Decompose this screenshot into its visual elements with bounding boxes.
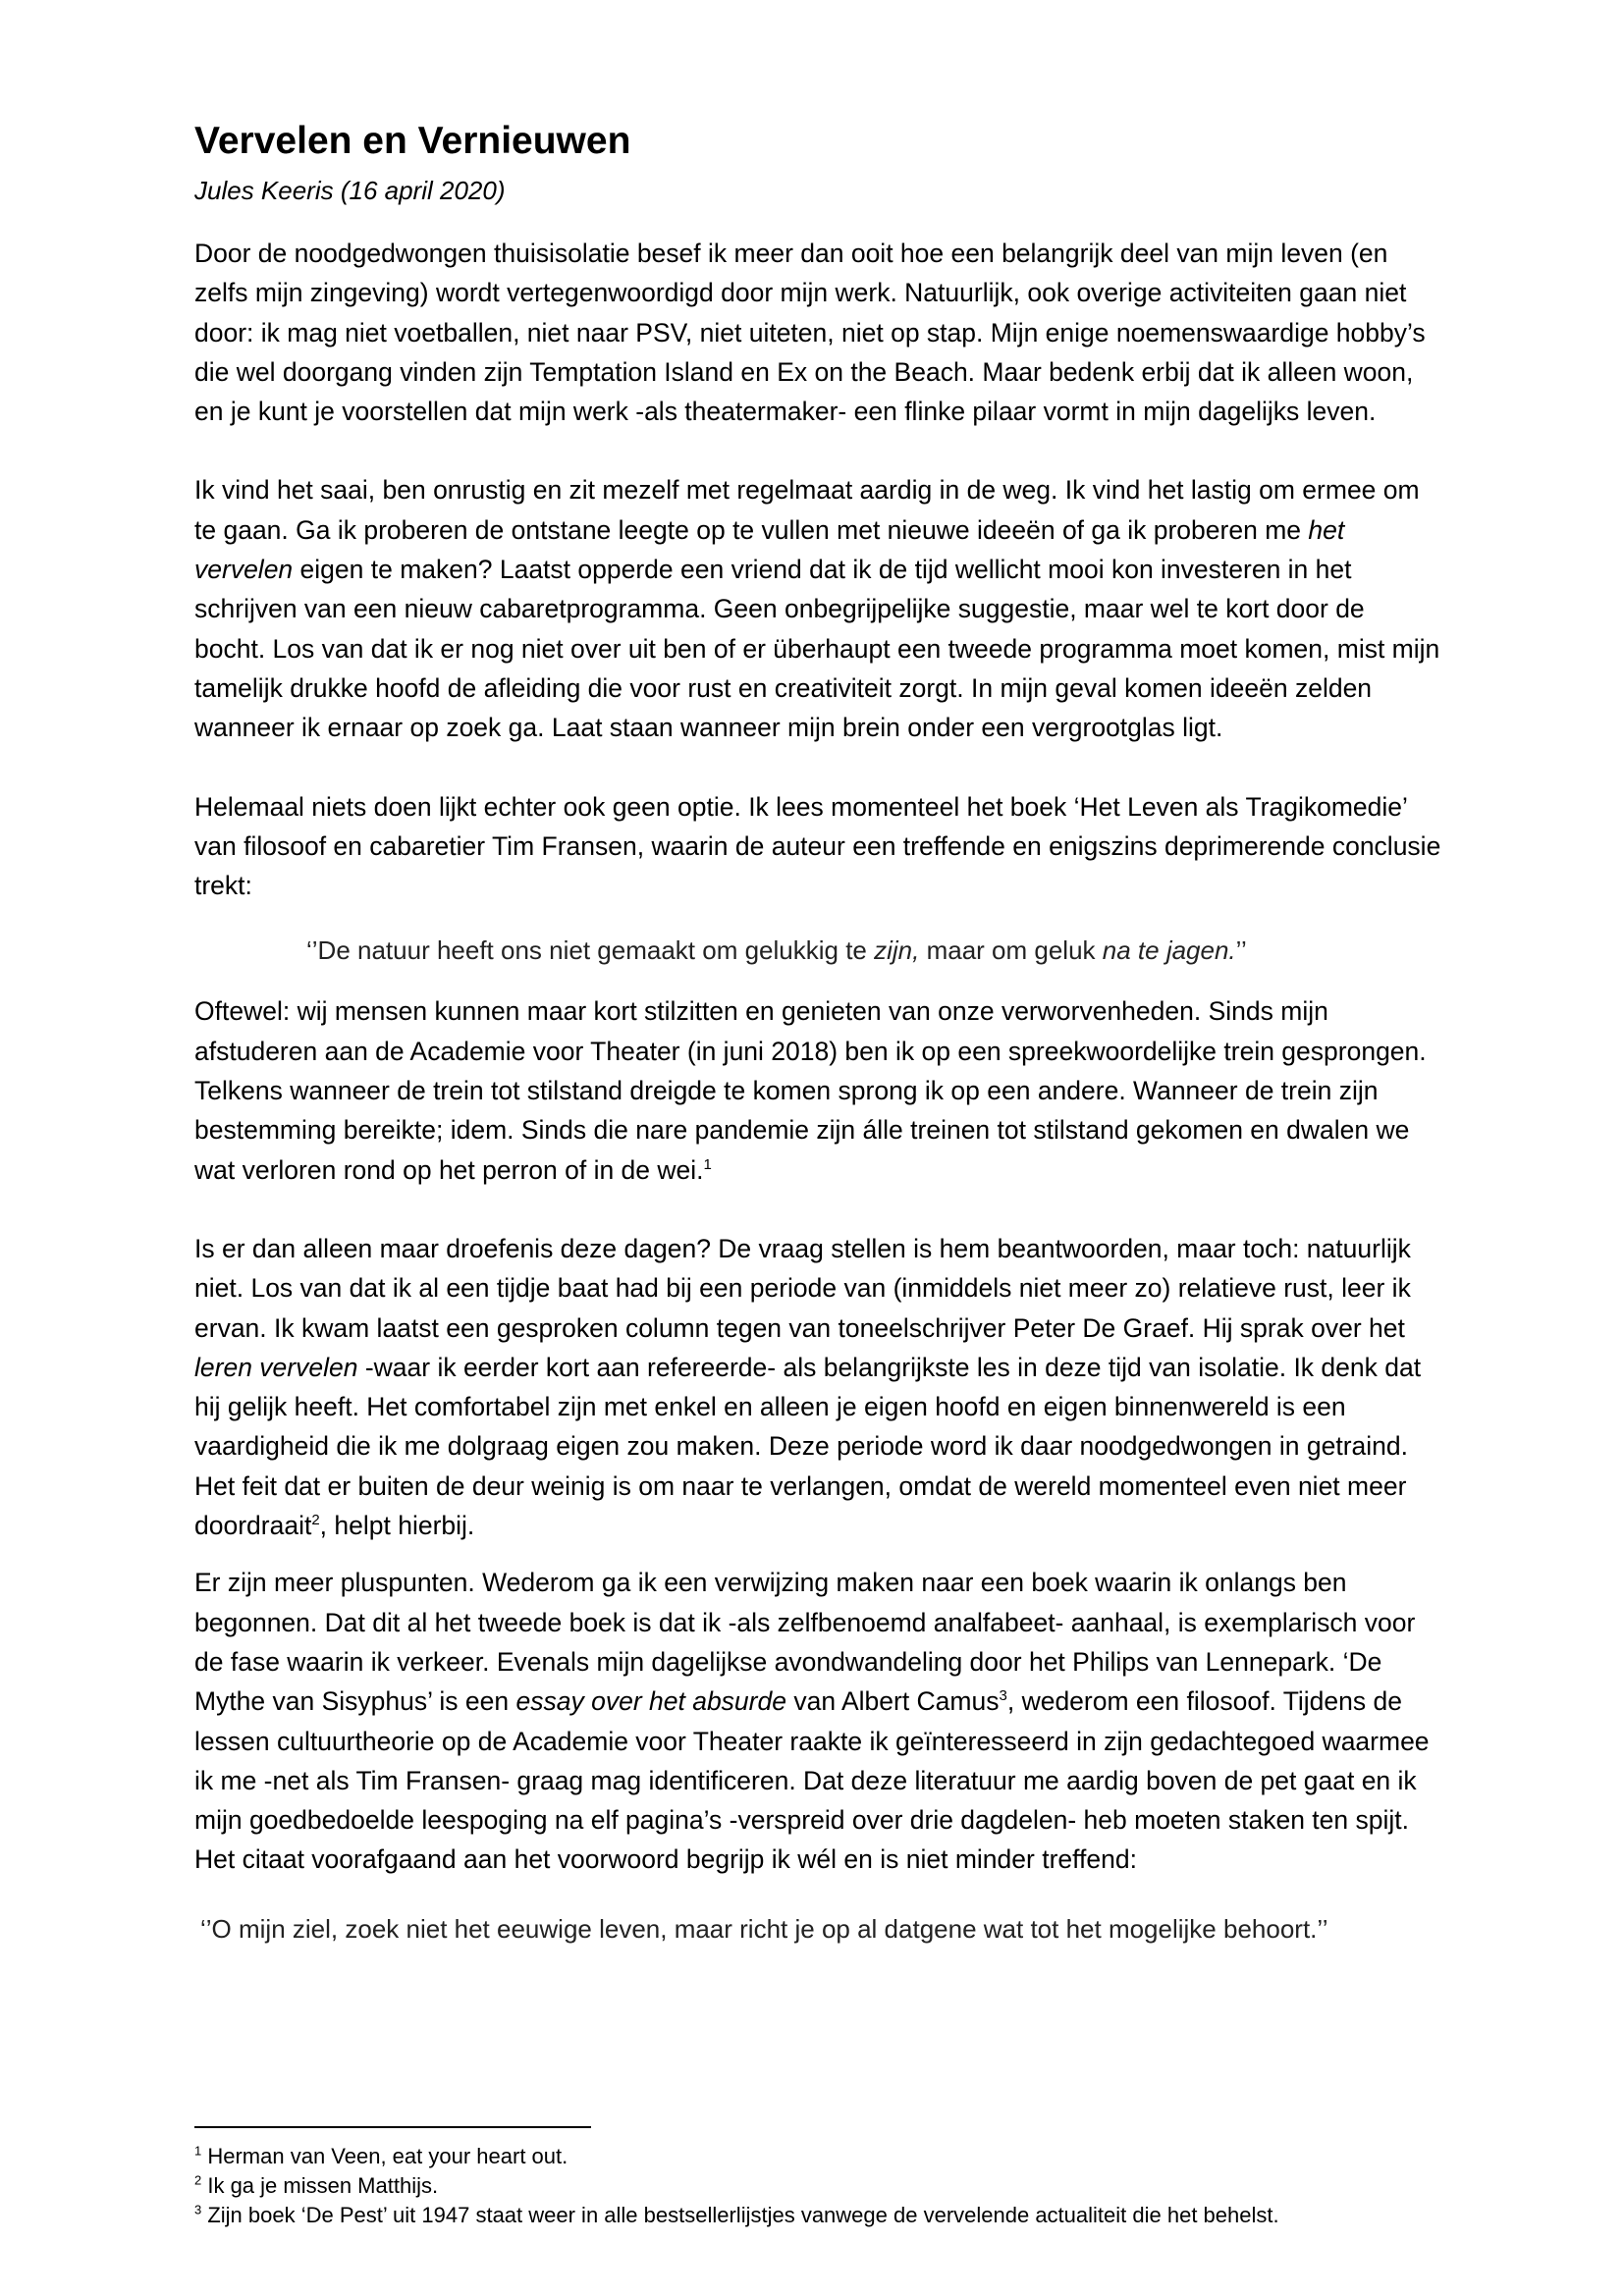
footnote-divider: [194, 2126, 591, 2128]
paragraph-4: Oftewel: wij mensen kunnen maar kort stilzitten en genieten van onze verworvenheden. Sinds mijn afstuderen aan de Academie voor Theater (in juni 2018) ben ik op een spreekwoordelijke trein gesprongen. Telkens wanneer de trein tot stilstand dreigde te komen sprong ik op een andere. Wanneer de trein zijn bestemming bereikte; idem. Sinds die nare pandemie zijn álle treinen tot stilstand gekomen en dwalen we wat verloren rond op het perron of in de wei.$^1$: [194, 996, 1427, 1185]
paragraph-5: Is er dan alleen maar droefenis deze dagen? De vraag stellen is hem beantwoorden, maar toch: natuurlijk niet. Los van dat ik al een tijdje baat had bij een periode van (inmiddels niet meer zo) relatieve rust, leer ik ervan. Ik kwam laatst een gesproken column tegen van toneelschrijver Peter De Graef. Hij sprak over het leren vervelen -waar ik eerder kort aan refereerde- als belangrijkste les in deze tijd van isolatie. Ik denk dat hij gelijk heeft. Het comfortabel zijn met enkel en alleen je eigen hoofd en eigen binnenwereld is een vaardigheid die ik me dolgraag eigen zou maken. Deze periode word ik daar noodgedwongen in getraind. Het feit dat er buiten de deur weinig is om naar te verlangen, omdat de wereld momenteel even niet meer doordraait$^2$, helpt hierbij.: [194, 1233, 1422, 1541]
footnote-ref-1: 1: [703, 1155, 712, 1173]
footnote-1: $^1$ Herman van Veen, eat your heart out.: [194, 2143, 568, 2168]
quote-fransen: ‘’De natuur heeft ons niet gemaakt om gelukkig te zijn, maar om geluk na te jagen.’’: [306, 935, 1247, 966]
footnote-2: $^2$ Ik ga je missen Matthijs.: [194, 2172, 439, 2198]
footnote-ref-3: 3: [999, 1687, 1007, 1705]
footnote-ref-2: 2: [311, 1512, 320, 1529]
author-byline: Jules Keeris (16 april 2020): [194, 176, 506, 205]
paragraph-3: Helemaal niets doen lijkt echter ook geen optie. Ik lees momenteel het boek ‘Het Leven als Tragikomedie’ van filosoof en cabaretier Tim Fransen, waarin de auteur een treffende en enigszins deprimerende conclusie trekt:: [194, 791, 1441, 901]
footnote-3: $^3$ Zijn boek ‘De Pest’ uit 1947 staat weer in alle bestsellerlijstjes vanwege de vervelende actualiteit die het behelst.: [194, 2202, 1279, 2227]
paragraph-2: Ik vind het saai, ben onrustig en zit mezelf met regelmaat aardig in de weg. Ik vind het lastig om ermee om te gaan. Ga ik proberen de ontstane leegte op te vullen met nieuwe ideeën of ga ik proberen me het vervelen eigen te maken? Laatst opperde een vriend dat ik de tijd wellicht mooi kon investeren in het schrijven van een nieuw cabaretprogramma. Geen onbegrijpelijke suggestie, maar wel te kort door de bocht. Los van dat ik er nog niet over uit ben of er überhaupt een tweede programma moet komen, mist mijn tamelijk drukke hoofd de afleiding die voor rust en creativiteit zorgt. In mijn geval komen ideeën zelden wanneer ik ernaar op zoek ga. Laat staan wanneer mijn brein onder een vergrootglas ligt.: [194, 475, 1440, 743]
document-body: [194, 116, 1441, 1949]
footnotes: [194, 2126, 1441, 2230]
paragraph-1: Door de noodgedwongen thuisisolatie besef ik meer dan ooit hoe een belangrijk deel van mijn leven (en zelfs mijn zingeving) wordt vertegenwoordigd door mijn werk. Natuurlijk, ook overige activiteiten gaan niet door: ik mag niet voetballen, niet naar PSV, niet uiteten, niet op stap. Mijn enige noemenswaardige hobby’s die wel doorgang vinden zijn Temptation Island en Ex on the Beach. Maar bedenk erbij dat ik alleen woon, en je kunt je voorstellen dat mijn werk -als theatermaker- een flinke pilaar vormt in mijn dagelijks leven.: [194, 239, 1426, 427]
paragraph-6: Er zijn meer pluspunten. Wederom ga ik een verwijzing maken naar een boek waarin ik onlangs ben begonnen. Dat dit al het tweede boek is dat ik -als zelfbenoemd analfabeet- aanhaal, is exemplarisch voor de fase waarin ik verkeer. Evenals mijn dagelijkse avondwandeling door het Philips van Lennepark. ‘De Mythe van Sisyphus’ is een essay over het absurde van Albert Camus$^3$, wederom een filosoof. Tijdens de lessen cultuurtheorie op de Academie voor Theater raakte ik geïnteresseerd in zijn gedachtegoed waarmee ik me -net als Tim Fransen- graag mag identificeren. Dat deze literatuur me aardig boven de pet gaat en ik mijn goedbedoelde leespoging na elf pagina’s -verspreid over drie dagdelen- heb moeten staken ten spijt. Het citaat voorafgaand aan het voorwoord begrijp ik wél en is niet minder treffend:: [194, 1568, 1430, 1875]
quote-camus: ‘’O mijn ziel, zoek niet het eeuwige leven, maar richt je op al datgene wat tot het mogelijke behoort.’’: [200, 1913, 1328, 1944]
document-title: Vervelen en Vernieuwen: [194, 120, 631, 162]
